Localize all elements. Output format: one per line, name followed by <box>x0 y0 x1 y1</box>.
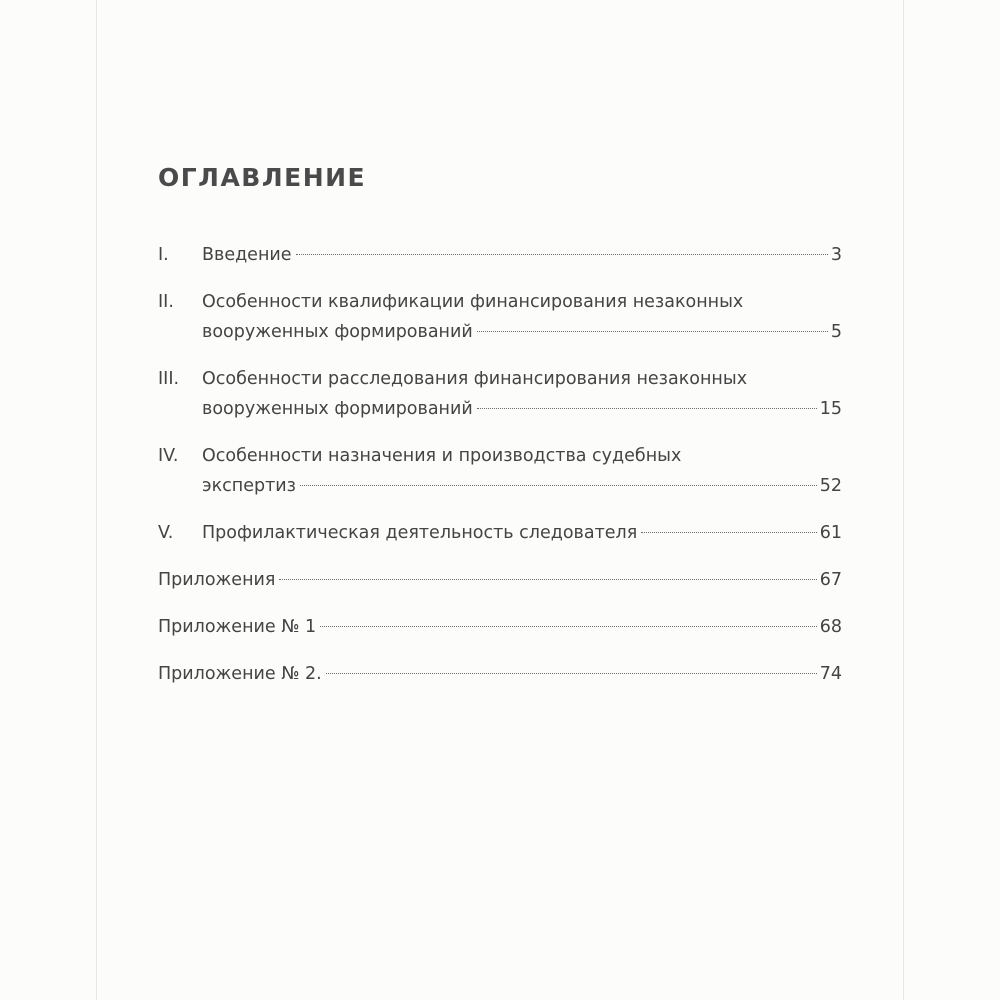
dot-leader <box>477 331 828 332</box>
toc-entry-body <box>202 364 842 424</box>
toc-entry-line <box>202 518 842 548</box>
dot-leader <box>477 408 817 409</box>
toc-entry-body <box>202 441 842 501</box>
toc-entry-body <box>202 240 842 270</box>
toc-entry-page: 3 <box>830 245 842 265</box>
dot-leader <box>641 532 816 533</box>
dot-leader <box>279 579 816 580</box>
toc-entry-line <box>202 240 842 270</box>
toc-entry-number: I. <box>158 245 169 265</box>
table-of-contents <box>158 240 842 706</box>
toc-entry-title-line1: Особенности расследования финансирования незаконных <box>202 369 748 389</box>
toc-entry-page: 68 <box>819 617 842 637</box>
dot-leader <box>320 626 817 627</box>
toc-entry-title-line2: экспертиз <box>202 476 296 496</box>
toc-entry-number: III. <box>158 369 180 389</box>
toc-entry-body <box>158 612 842 642</box>
toc-entry-1 <box>158 240 842 270</box>
toc-entry-number: IV. <box>158 446 179 466</box>
toc-entry-page: 67 <box>819 570 842 590</box>
toc-entry-title: Профилактическая деятельность следователя <box>202 523 638 543</box>
toc-appendix-title: Приложение № 1 <box>158 617 317 637</box>
toc-entry-number: V. <box>158 523 174 543</box>
toc-entry-line <box>202 471 842 501</box>
toc-appendices <box>158 565 842 595</box>
dot-leader <box>326 673 817 674</box>
toc-entry-4 <box>158 441 842 501</box>
toc-entry-2 <box>158 287 842 347</box>
page-left-edge <box>96 0 97 1000</box>
toc-entry-title-line2: вооруженных формирований <box>202 322 473 342</box>
toc-entry-title-line1: Особенности назначения и производства судебных <box>202 446 682 466</box>
toc-entry-title: Введение <box>202 245 292 265</box>
page-right-edge <box>903 0 904 1000</box>
toc-entry-line <box>202 394 842 424</box>
toc-appendix-title: Приложение № 2. <box>158 664 322 684</box>
dot-leader <box>300 485 817 486</box>
toc-entry-line <box>158 612 842 642</box>
toc-entry-page: 15 <box>819 399 842 419</box>
toc-entry-title-line2: вооруженных формирований <box>202 399 473 419</box>
toc-entry-body <box>202 518 842 548</box>
toc-entry-body <box>158 659 842 689</box>
toc-entry-number: II. <box>158 292 174 312</box>
toc-title: ОГЛАВЛЕНИЕ <box>158 163 367 192</box>
toc-appendix-1 <box>158 612 842 642</box>
toc-entry-title-line1: Особенности квалификации финансирования незаконных <box>202 292 744 312</box>
toc-entry-body <box>202 287 842 347</box>
toc-entry-page: 74 <box>819 664 842 684</box>
toc-entry-body <box>158 565 842 595</box>
toc-appendix-title: Приложения <box>158 570 276 590</box>
toc-appendix-2 <box>158 659 842 689</box>
toc-entry-line <box>202 317 842 347</box>
toc-entry-page: 61 <box>819 523 842 543</box>
toc-entry-line <box>158 565 842 595</box>
toc-entry-3 <box>158 364 842 424</box>
dot-leader <box>296 254 828 255</box>
toc-entry-page: 5 <box>830 322 842 342</box>
toc-entry-5 <box>158 518 842 548</box>
toc-entry-page: 52 <box>819 476 842 496</box>
toc-entry-line <box>158 659 842 689</box>
